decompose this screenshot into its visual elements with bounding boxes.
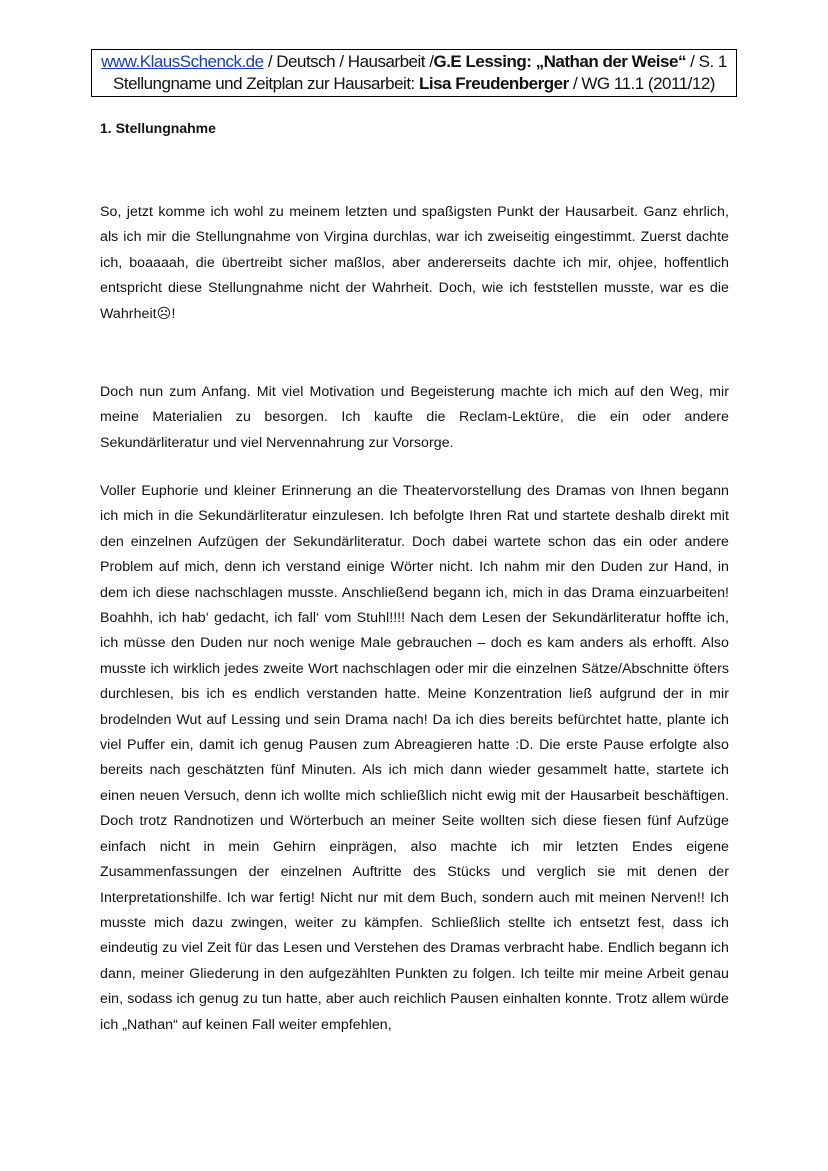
- header-class: / WG 11.1 (2011/12): [568, 74, 715, 93]
- page-header: [91, 49, 737, 97]
- header-subject: / Deutsch / Hausarbeit /: [263, 52, 434, 71]
- header-line-2: [92, 73, 736, 95]
- section-heading: 1. Stellungnahme: [100, 120, 216, 136]
- paragraph-3: Voller Euphorie und kleiner Erinnerung an die Theatervorstellung des Dramas von Ihnen begann ich mich in die Sekundärliteratur einzulesen. Ich befolgte Ihren Rat und startete deshalb direkt mit den einzelnen Aufzügen der Sekundärliteratur. Doch dabei wartete schon das ein oder andere Problem auf mich, denn ich verstand einige Wörter nicht. Ich nahm mir den Duden zur Hand, in dem ich diese nachschlagen musste. Anschließend begann ich, mich in das Drama einzuarbeiten! Boahhh, ich hab‘ gedacht, ich fall‘ vom Stuhl!!!! Nach dem Lesen der Sekundärliteratur hoffte ich, ich müsse den Duden nur noch wenige Male gebrauchen – doch es kam anders als erhofft. Also musste ich wirklich jedes zweite Wort nachschlagen oder mir die einzelnen Sätze/Abschnitte öfters durchlesen, bis ich es endlich verstanden hatte. Meine Konzentration ließ aufgrund der in mir brodelnden Wut auf Lessing und sein Drama nach! Da ich dies bereits befürchtet hatte, plante ich viel Puffer ein, damit ich genug Pausen zum Abreagieren hatte :D. Die erste Pause erfolgte also bereits nach geschätzten fünf Minuten. Als ich mich dann wieder gesammelt hatte, startete ich einen neuen Versuch, denn ich wollte mich schließlich nicht ewig mit der Hausarbeit beschäftigen. Doch trotz Randnotizen und Wörterbuch an meiner Seite wollten sich diese fiesen fünf Aufzüge einfach nicht in mein Gehirn einprägen, also machte ich mir letzten Endes eigene Zusammenfassungen der einzelnen Auftritte des Stücks und verglich sie mit denen der Interpretationshilfe. Ich war fertig! Nicht nur mit dem Buch, sondern auch mit meinen Nerven!! Ich musste mich dazu zwingen, weiter zu kämpfen. Schließlich stellte ich entsetzt fest, dass ich eindeutig zu viel Zeit für das Lesen und Verstehen des Dramas verbracht habe. Endlich begann ich dann, meiner Gliederung in den aufgezählten Punkten zu folgen. Ich teilte mir meine Arbeit genau ein, sodass ich genug zu tun hatte, aber auch reichlich Pausen einhalten konnte. Trotz allem würde ich „Nathan“ auf keinen Fall weiter empfehlen,: [100, 483, 729, 1033]
- header-line-1: [92, 51, 736, 73]
- header-document-type: Stellungname und Zeitplan zur Hausarbeit:: [113, 74, 419, 93]
- paragraph-2: Doch nun zum Anfang. Mit viel Motivation und Begeisterung machte ich mich auf den Weg, mir meine Materialien zu besorgen. Ich kaufte die Reclam-Lektüre, die ein oder andere Sekundärliteratur und viel Nervennahrung zur Vorsorge.: [100, 384, 729, 451]
- website-link[interactable]: www.KlausSchenck.de: [101, 52, 264, 71]
- header-work-title: G.E Lessing: „Nathan der Weise“: [433, 52, 686, 71]
- header-page-number: / S. 1: [685, 52, 727, 71]
- header-author: Lisa Freudenberger: [419, 74, 569, 93]
- paragraph-1: So, jetzt komme ich wohl zu meinem letzten und spaßigsten Punkt der Hausarbeit. Ganz ehrlich, als ich mir die Stellungnahme von Virgina durchlas, war ich zweiseitig eingestimmt. Zuerst dachte ich, boaaaah, die übertreibt sicher maßlos, aber andererseits dachte ich mir, ohjee, hoffentlich entspricht diese Stellungnahme nicht der Wahrheit. Doch, wie ich feststellen musste, war es die Wahrheit☹!: [100, 204, 729, 322]
